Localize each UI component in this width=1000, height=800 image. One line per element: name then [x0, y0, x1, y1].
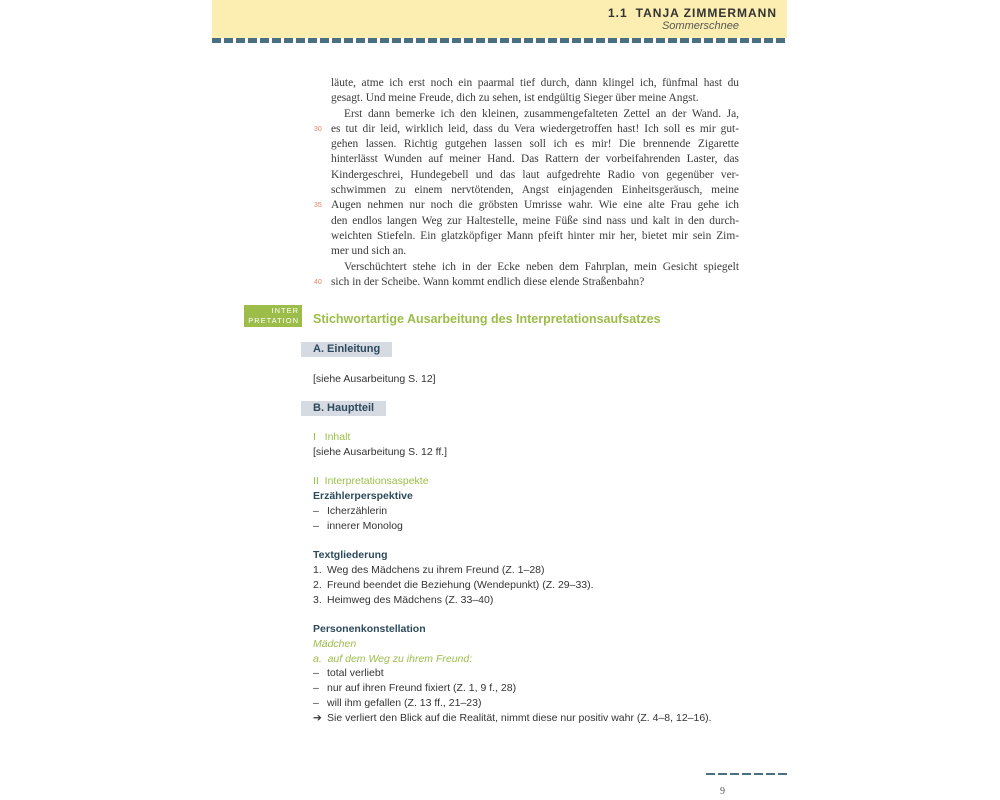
list-item: [313, 520, 403, 532]
arrow-right-icon: ➔: [313, 712, 322, 724]
number-marker: 2.: [313, 579, 322, 591]
prose-line: [331, 214, 739, 229]
list-item-text: Freund beendet die Beziehung (Wendepunkt) (Z. 29–33).: [327, 579, 594, 591]
list-item: [313, 667, 384, 679]
inhalt-ref: [siehe Ausarbeitung S. 12 ff.]: [313, 446, 448, 458]
interpretation-tag: [244, 305, 302, 327]
prose-line: [331, 260, 739, 275]
dash-marker: –: [313, 697, 319, 709]
aspekte-heading: II Interpretationsaspekte: [313, 475, 429, 487]
prose-line: [314, 198, 739, 213]
einleitung-ref: [siehe Ausarbeitung S. 12]: [313, 373, 436, 385]
einleitung-box: A. Einleitung: [301, 342, 392, 357]
section-heading: Stichwortartige Ausarbeitung des Interpretationsaufsatzes: [313, 312, 661, 326]
prose-line-text: den endlos langen Weg zur Haltestelle, meine Füße sind nass und kalt in den durch-: [331, 214, 739, 227]
gliederung-heading: Textgliederung: [313, 549, 388, 561]
prose-line-text: hinterlässt Wunden auf meiner Hand. Das Rattern der vorbeifahrenden Laster, das: [331, 153, 739, 166]
conclusion-line: [313, 712, 712, 724]
line-number: 40: [314, 278, 322, 286]
author-name: TANJA ZIMMERMANN: [635, 6, 777, 20]
prose-line: [331, 183, 739, 198]
footer-dashed-rule: [706, 773, 788, 775]
tag-line-2: PRETATION: [248, 316, 299, 325]
prose-line: [314, 122, 739, 137]
dash-marker: –: [313, 520, 319, 532]
dash-marker: –: [313, 682, 319, 694]
list-item-text: Heimweg des Mädchens (Z. 33–40): [327, 594, 494, 606]
section-number: 1.1: [607, 6, 628, 20]
tag-line-1: INTER: [271, 306, 299, 315]
list-item-text: Icherzählerin: [327, 505, 388, 517]
prose-line-text: Verschüchtert stehe ich in der Ecke neben dem Fahrplan, mein Gesicht spiegelt: [344, 260, 739, 273]
work-title: Sommerschnee: [661, 20, 739, 32]
number-marker: 3.: [313, 594, 322, 606]
list-item-text: innerer Monolog: [327, 520, 403, 532]
prose-line-text: Augen nehmen nur noch die gröbsten Umrisse wahr. Wie eine alte Frau gehe ich: [331, 199, 739, 212]
list-item-text: will ihm gefallen (Z. 13 ff., 21–23): [327, 697, 482, 709]
list-item-text: Weg des Mädchens zu ihrem Freund (Z. 1–28): [327, 564, 545, 576]
list-item: [313, 505, 387, 517]
prose-line-text: gesagt. Und meine Freude, dich zu sehen, ist endgültig Sieger über meine Angst.: [331, 92, 699, 105]
prose-line: [331, 168, 739, 183]
prose-line: [331, 244, 739, 259]
hauptteil-box: B. Hauptteil: [301, 401, 386, 416]
page-number: 9: [720, 786, 725, 797]
prose-line-text: sich in der Scheibe. Wann kommt endlich diese elende Straßenbahn?: [331, 275, 645, 288]
list-item: [313, 697, 481, 709]
prose-line: [331, 76, 739, 91]
prose-line: [331, 152, 739, 167]
prose-line: [314, 275, 739, 290]
prose-line: [331, 107, 739, 122]
prose-line-text: mer und sich an.: [331, 245, 407, 258]
personen-sub: Mädchen: [313, 638, 357, 650]
prose-line-text: Kindergeschrei, Hundegebell und das laut aufgedrehte Radio von gegenüber ver-: [331, 168, 739, 181]
line-number: 35: [314, 202, 322, 210]
running-header: [212, 0, 787, 38]
list-item-text: total verliebt: [327, 667, 384, 679]
prose-line-text: läute, atme ich erst noch ein paarmal tief durch, dann klingel ich, fünfmal hast du: [331, 77, 739, 89]
prose-line-text: schwimmen zu einem nervtötenden, Angst einjagenden Einheitsgeräusch, meine: [331, 184, 739, 197]
prose-line-text: Erst dann bemerke ich den kleinen, zusammengefalteten Zettel an der Wand. Ja,: [344, 107, 739, 120]
personen-heading: Personenkonstellation: [313, 623, 426, 635]
prose-line-text: es tut dir leid, wirklich leid, dass du Vera wiedergetroffen hast! Ich soll es mir gut-: [331, 122, 739, 135]
prose-line-text: gehen lassen. Richtig gutgehen lassen soll ich es mir! Die brennende Zigarette: [331, 138, 739, 151]
personen-subsub: a. auf dem Weg zu ihrem Freund:: [313, 653, 473, 665]
list-item: [313, 682, 516, 694]
list-item: [313, 564, 545, 576]
dash-marker: –: [313, 505, 319, 517]
line-number: 30: [314, 125, 322, 133]
dash-marker: –: [313, 667, 319, 679]
prose-line: [331, 137, 739, 152]
header-dashed-rule: [212, 38, 787, 43]
list-item: [313, 579, 594, 591]
prose-line: [331, 91, 739, 106]
story-excerpt: [314, 76, 739, 290]
header-title: [608, 6, 777, 20]
list-item: [313, 594, 493, 606]
inhalt-heading: I Inhalt: [313, 431, 351, 443]
list-item-text: nur auf ihren Freund fixiert (Z. 1, 9 f., 28): [327, 682, 517, 694]
prose-line-text: weichten Stiefeln. Ein glatzköpfiger Mann pfeift hinter mir her, bietet mir sein Zim-: [331, 229, 739, 242]
conclusion-text: Sie verliert den Blick auf die Realität, nimmt diese nur positiv wahr (Z. 4–8, 12–16).: [327, 712, 712, 724]
prose-line: [331, 229, 739, 244]
erzaehler-heading: Erzählerperspektive: [313, 490, 413, 502]
number-marker: 1.: [313, 564, 322, 576]
